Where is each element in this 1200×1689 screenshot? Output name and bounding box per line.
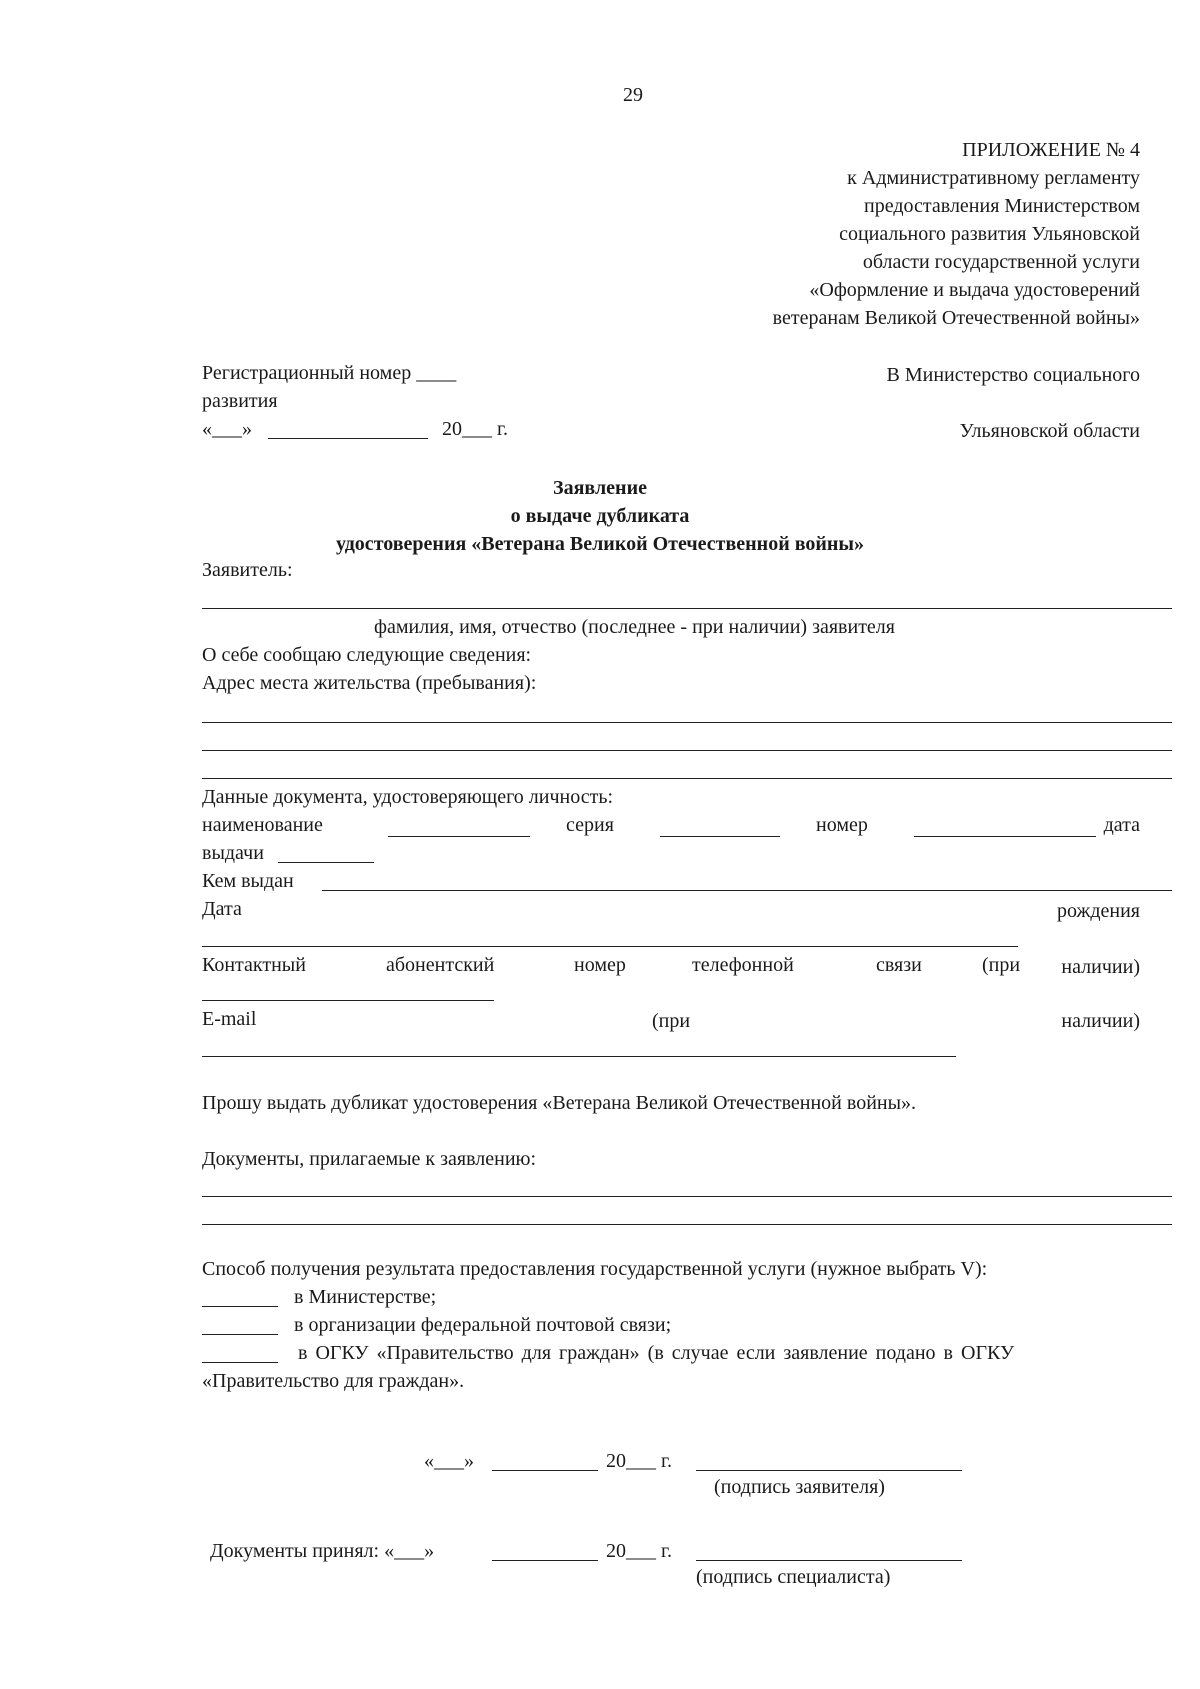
address-line[interactable] <box>202 778 1172 779</box>
issued-by-label: Кем выдан <box>202 870 294 892</box>
option-checkbox[interactable] <box>202 1362 278 1363</box>
option-checkbox[interactable] <box>202 1334 278 1335</box>
specialist-signature-line[interactable] <box>696 1560 962 1561</box>
accepted-label: Документы принял: «___» <box>210 1540 435 1562</box>
registration-continuation: развития <box>202 390 278 412</box>
attached-line[interactable] <box>202 1224 1172 1225</box>
id-series-label: серия <box>566 814 614 836</box>
applicant-caption: фамилия, имя, отчество (последнее - при наличии) заявителя <box>374 616 895 638</box>
phone-word: телефонной <box>692 954 794 976</box>
birth-date-label: Дата <box>202 898 242 920</box>
appendix-line: предоставления Министерством <box>864 195 1140 217</box>
applicant-name-line[interactable] <box>202 608 1172 609</box>
email-label: E-mail <box>202 1008 257 1030</box>
heading-line-3: удостоверения «Ветерана Великой Отечественной войны» <box>335 533 865 555</box>
registration-date-year: 20___ г. <box>442 418 508 440</box>
page-number: 29 <box>623 84 643 106</box>
id-doc-label: Данные документа, удостоверяющего личность: <box>202 786 614 808</box>
email-field[interactable] <box>202 1056 956 1057</box>
heading-line-1: Заявление <box>553 477 647 499</box>
appendix-line: к Административному регламенту <box>847 167 1140 189</box>
address-label: Адрес места жительства (пребывания): <box>202 672 537 694</box>
option-ministry: в Министерстве; <box>294 1286 437 1308</box>
applicant-signature-line[interactable] <box>696 1470 962 1471</box>
option-ogku: в ОГКУ «Правительство для граждан» (в случае если заявление подано в ОГКУ <box>298 1342 1015 1364</box>
attached-line[interactable] <box>202 1196 1172 1197</box>
email-end: наличии) <box>1061 1010 1140 1032</box>
phone-word: наличии) <box>1061 956 1140 978</box>
id-series-field[interactable] <box>660 836 780 837</box>
phone-word: номер <box>574 954 626 976</box>
email-mid: (при <box>652 1010 691 1032</box>
request-text: Прошу выдать дубликат удостоверения «Ветерана Великой Отечественной войны». <box>202 1092 917 1114</box>
id-issue-date-label: выдачи <box>202 842 264 864</box>
phone-word: абонентский <box>386 954 495 976</box>
phone-word: (при <box>982 954 1021 976</box>
method-label: Способ получения результата предоставления государственной услуги (нужное выбрать V): <box>202 1258 988 1280</box>
option-ogku-cont: «Правительство для граждан». <box>202 1370 465 1392</box>
appendix-line: области государственной услуги <box>862 251 1140 273</box>
signature-date-open: «___» <box>424 1450 474 1472</box>
signature-year: 20___ г. <box>606 1450 672 1472</box>
phone-word: связи <box>876 954 922 976</box>
id-name-field[interactable] <box>388 836 530 837</box>
option-post: в организации федеральной почтовой связи; <box>294 1314 672 1336</box>
appendix-line: ветеранам Великой Отечественной войны» <box>772 307 1140 329</box>
id-number-field[interactable] <box>914 836 1096 837</box>
birth-date-field[interactable] <box>202 946 1018 947</box>
document-heading <box>0 474 1200 558</box>
address-line[interactable] <box>202 750 1172 751</box>
appendix-line: социального развития Ульяновской <box>839 223 1140 245</box>
heading-line-2: о выдаче дубликата <box>510 505 690 527</box>
phone-word: Контактный <box>202 954 306 976</box>
accepted-month-line[interactable] <box>492 1560 598 1561</box>
applicant-label: Заявитель: <box>202 559 293 581</box>
addressee-line-1: В Министерство социального <box>886 364 1140 386</box>
option-checkbox[interactable] <box>202 1306 278 1307</box>
appendix-title: ПРИЛОЖЕНИЕ № 4 <box>962 139 1140 161</box>
phone-field[interactable] <box>202 1000 494 1001</box>
accepted-year: 20___ г. <box>606 1540 672 1562</box>
id-issue-date-field[interactable] <box>278 862 374 863</box>
id-date-label: дата <box>1103 814 1140 836</box>
addressee-line-2: Ульяновской области <box>959 420 1140 442</box>
signature-month-line[interactable] <box>492 1470 598 1471</box>
appendix-block <box>773 136 1140 332</box>
id-number-label: номер <box>816 814 868 836</box>
registration-number: Регистрационный номер ____ <box>202 362 457 384</box>
birth-date-label-2: рождения <box>1057 900 1140 922</box>
specialist-signature-caption: (подпись специалиста) <box>696 1566 891 1588</box>
about-label: О себе сообщаю следующие сведения: <box>202 644 532 666</box>
issued-by-field[interactable] <box>322 890 1172 891</box>
appendix-line: «Оформление и выдача удостоверений <box>809 279 1140 301</box>
attached-label: Документы, прилагаемые к заявлению: <box>202 1148 537 1170</box>
registration-date-open: «___» <box>202 418 252 440</box>
id-name-label: наименование <box>202 814 323 836</box>
registration-month-line <box>268 438 428 439</box>
address-line[interactable] <box>202 722 1172 723</box>
applicant-signature-caption: (подпись заявителя) <box>714 1476 885 1498</box>
